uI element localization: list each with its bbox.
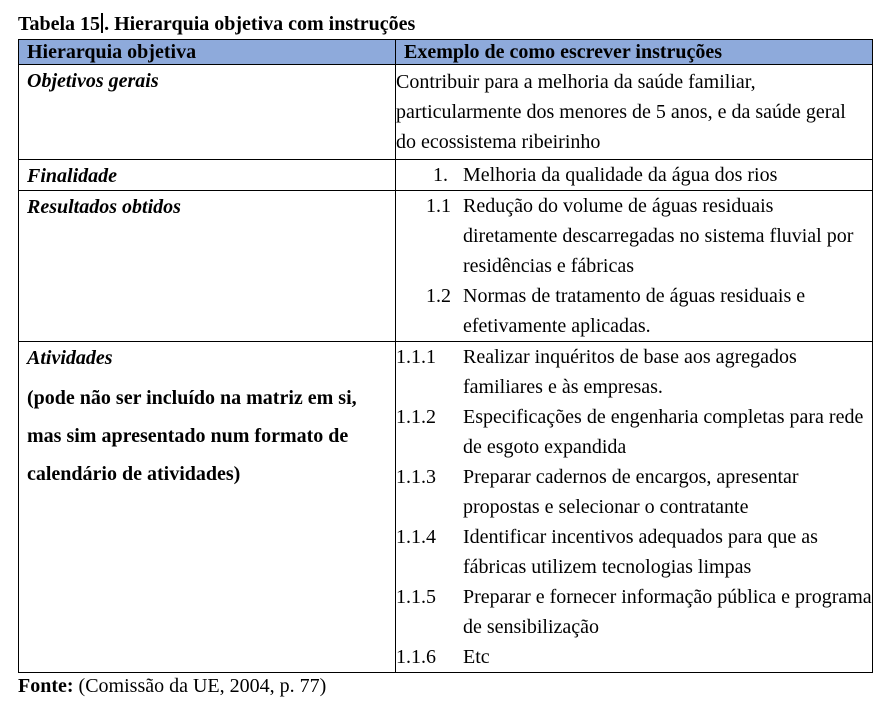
list-item bbox=[396, 191, 872, 281]
item-text: Preparar cadernos de encargos, apresentar propostas e selecionar o contratante bbox=[463, 466, 799, 518]
source-line bbox=[18, 674, 326, 698]
item-number: 1.1.2 bbox=[396, 406, 436, 428]
caption-title: Hierarquia objetiva com instruções bbox=[114, 13, 416, 35]
table-row-objetivos bbox=[19, 65, 873, 160]
item-number: 1.1.1 bbox=[396, 346, 436, 368]
atividades-note: (pode não ser incluído na matriz em si, mas sim apresentado num formato de calendário de atividades) bbox=[27, 387, 357, 485]
table-row-resultados bbox=[19, 191, 873, 342]
source-label: Fonte: bbox=[18, 675, 74, 697]
item-number: 1.1.3 bbox=[396, 466, 436, 488]
item-text: Identificar incentivos adequados para que as fábricas utilizem tecnologias limpas bbox=[463, 526, 818, 578]
item-text: Redução do volume de águas residuais diretamente descarregadas no sistema fluvial por residências e fábricas bbox=[463, 195, 854, 277]
cell-finalidade-label bbox=[19, 160, 396, 191]
table-header-row bbox=[19, 40, 873, 65]
item-number: 1.1.4 bbox=[396, 526, 436, 548]
list-item bbox=[396, 522, 872, 582]
item-number: 1.1 bbox=[426, 195, 451, 217]
list-item bbox=[396, 160, 872, 190]
row-label: Resultados obtidos bbox=[27, 196, 181, 218]
text-cursor bbox=[101, 13, 103, 33]
row-label: Objetivos gerais bbox=[27, 70, 159, 92]
header-hierarquia: Hierarquia objetiva bbox=[19, 40, 396, 65]
item-number: 1.1.6 bbox=[396, 646, 436, 668]
table-row-finalidade bbox=[19, 160, 873, 191]
list-item bbox=[396, 642, 872, 672]
item-text: Especificações de engenharia completas para rede de esgoto expandida bbox=[463, 406, 864, 458]
caption-separator: . bbox=[104, 13, 110, 35]
source-text: (Comissão da UE, 2004, p. 77) bbox=[78, 675, 327, 697]
cell-atividades-items bbox=[396, 342, 873, 673]
cell-objetivos-label bbox=[19, 65, 396, 160]
table-row-atividades bbox=[19, 342, 873, 673]
item-number: 1.1.5 bbox=[396, 586, 436, 608]
item-text: Etc bbox=[463, 646, 490, 668]
objetivos-text: Contribuir para a melhoria da saúde familiar, particularmente dos menores de 5 anos, e da saúde geral do ecossistema ribeirinho bbox=[396, 71, 846, 153]
cell-finalidade-text bbox=[396, 160, 873, 191]
cell-objetivos-text bbox=[396, 65, 873, 160]
item-number: 1.2 bbox=[426, 285, 451, 307]
row-label: Finalidade bbox=[27, 165, 118, 187]
list-item bbox=[396, 402, 872, 462]
row-label: Atividades bbox=[27, 347, 113, 369]
item-number: 1. bbox=[433, 164, 448, 186]
item-text: Realizar inquéritos de base aos agregados familiares e às empresas. bbox=[463, 346, 797, 398]
item-text: Normas de tratamento de águas residuais e efetivamente aplicadas. bbox=[463, 285, 806, 337]
cell-resultados-items bbox=[396, 191, 873, 342]
header-exemplo: Exemplo de como escrever instruções bbox=[396, 40, 873, 65]
list-item bbox=[396, 281, 872, 341]
list-item bbox=[396, 342, 872, 402]
list-item bbox=[396, 462, 872, 522]
table-caption bbox=[18, 12, 415, 36]
cell-resultados-label bbox=[19, 191, 396, 342]
cell-atividades-label bbox=[19, 342, 396, 673]
caption-number: Tabela 15 bbox=[18, 13, 101, 35]
hierarchy-table bbox=[18, 39, 873, 673]
item-text: Melhoria da qualidade da água dos rios bbox=[463, 164, 778, 186]
item-text: Preparar e fornecer informação pública e programa de sensibilização bbox=[463, 586, 872, 638]
list-item bbox=[396, 582, 872, 642]
